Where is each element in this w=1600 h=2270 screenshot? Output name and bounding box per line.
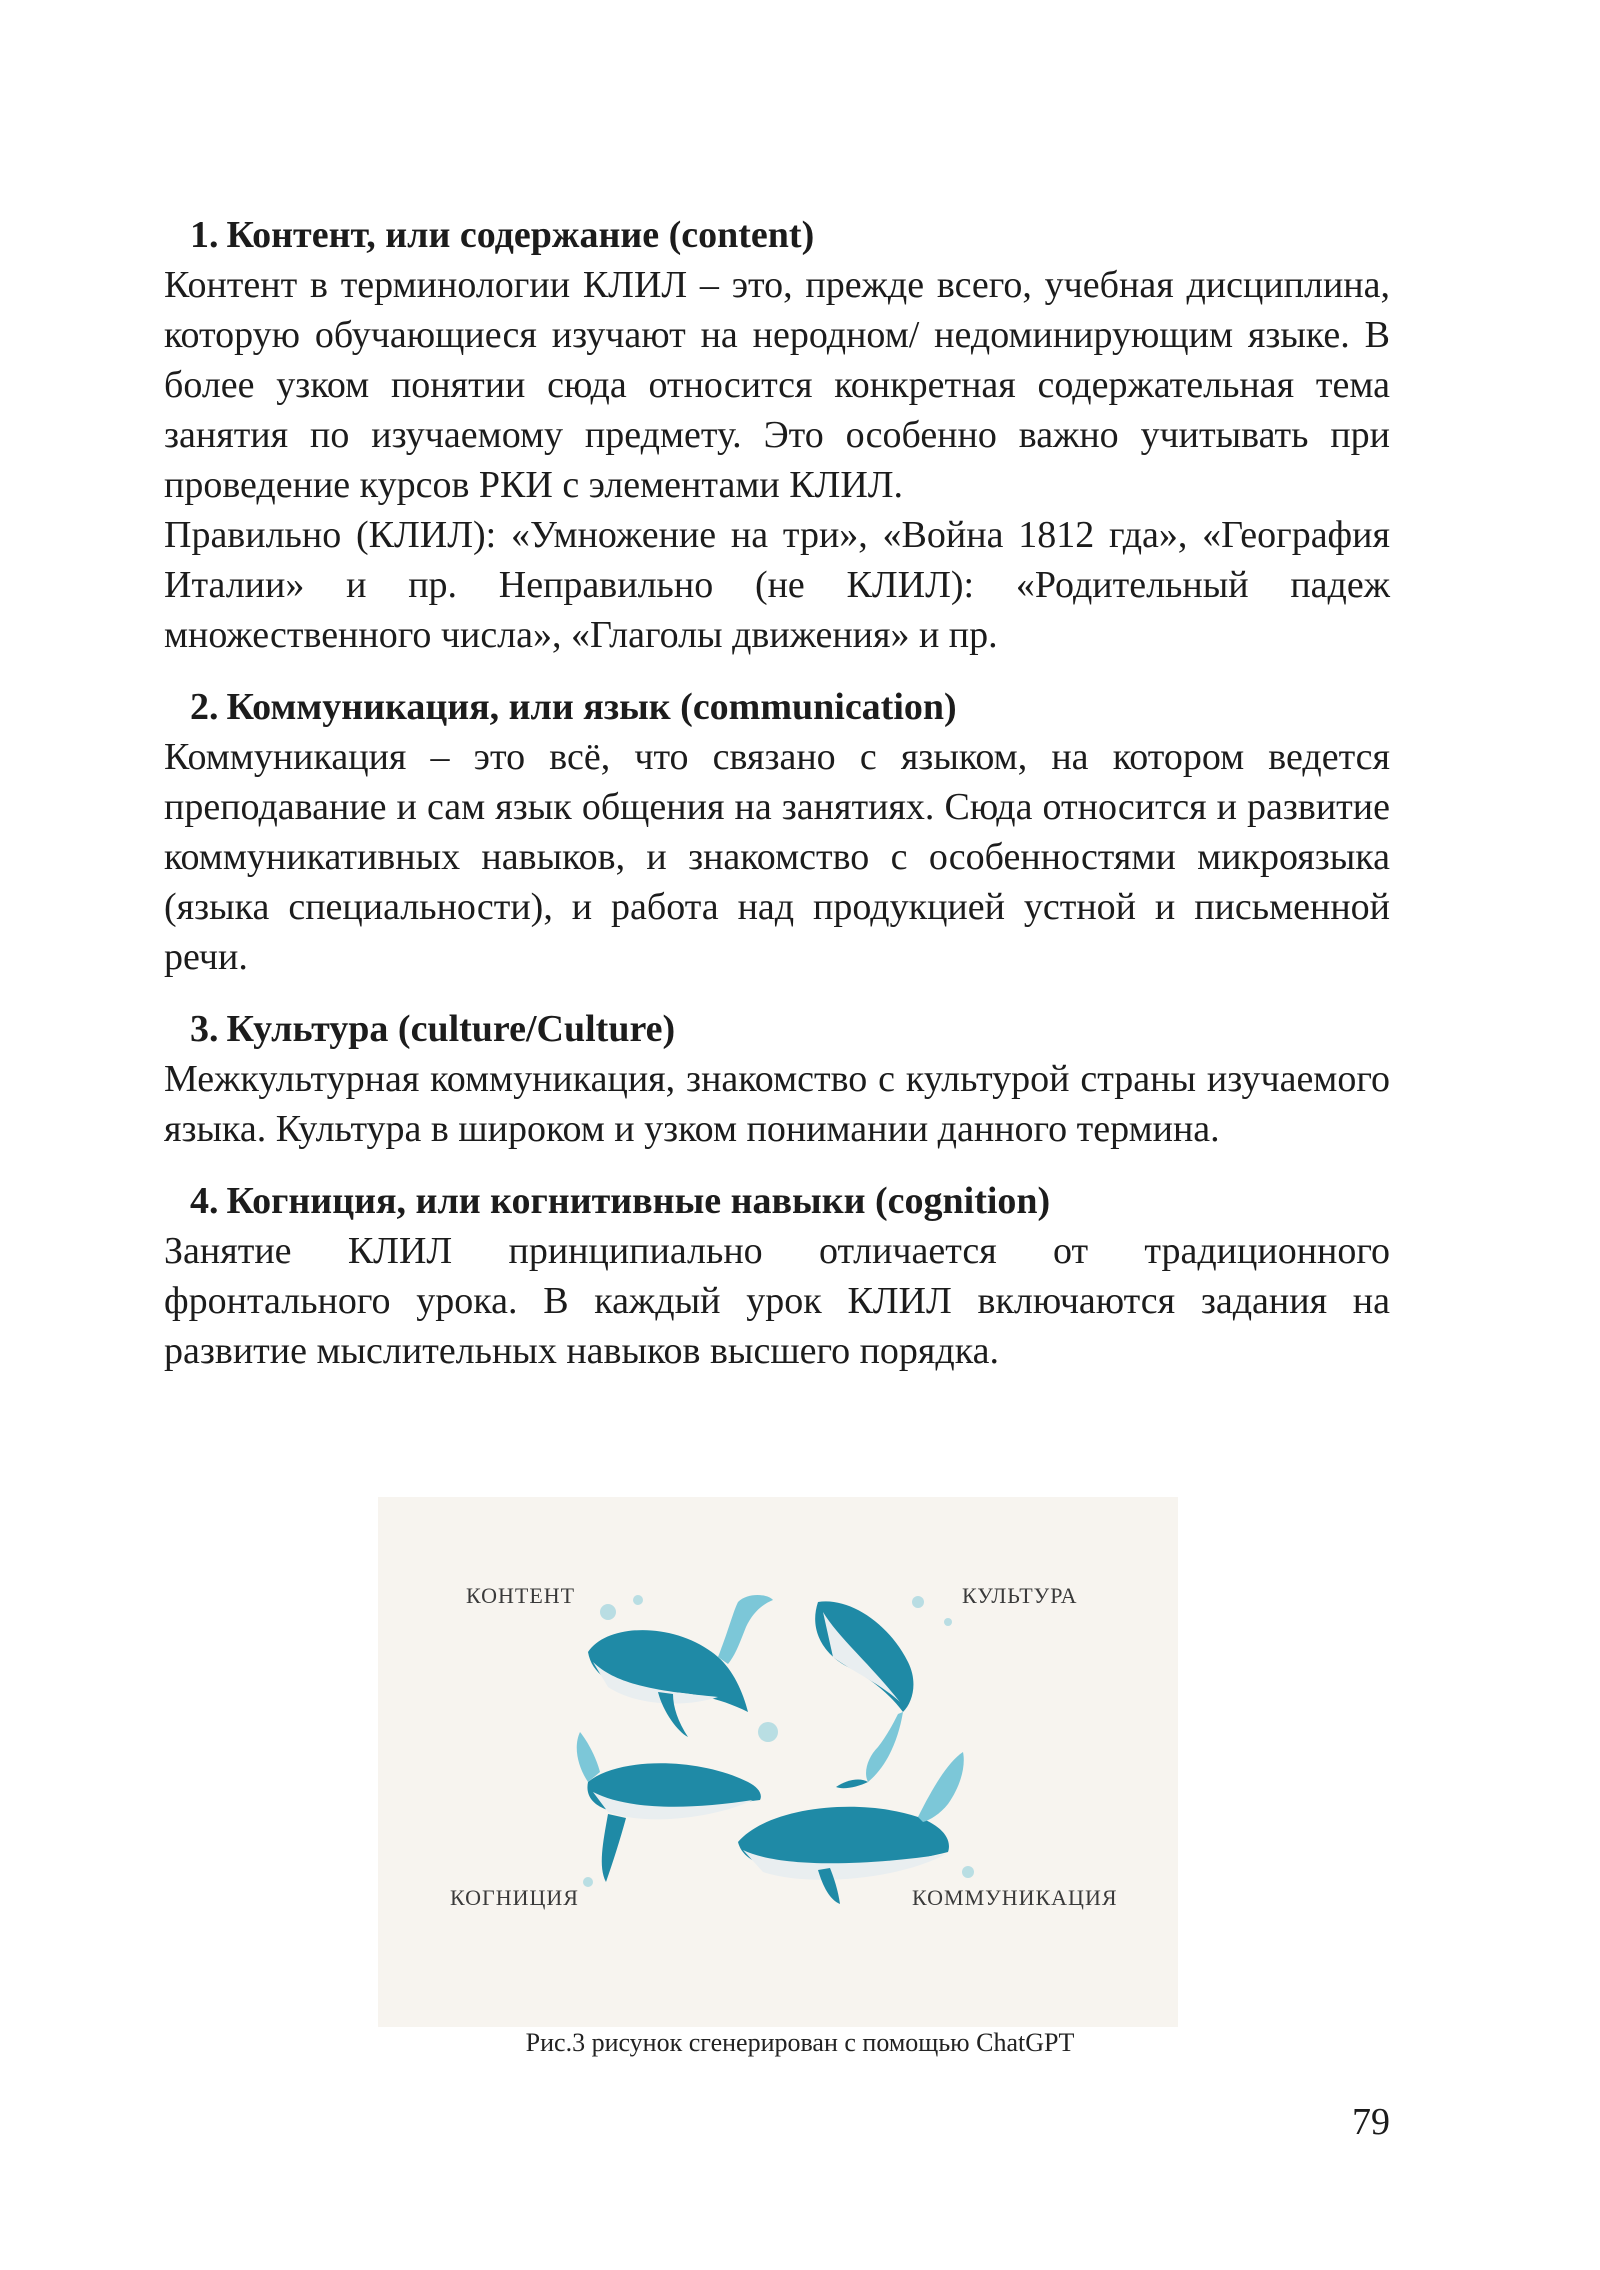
- section-heading: 3. Культура (culture/Culture): [190, 1008, 676, 1050]
- label-communication: КОММУНИКАЦИЯ: [912, 1885, 1118, 1910]
- paragraph: Занятие КЛИЛ принципиально отличается от традиционного фронтального урока. В каждый урок КЛИЛ включаются задания на развитие мыслительных навыков высшего порядка.: [164, 1230, 1390, 1372]
- section-culture: [164, 1004, 1390, 1154]
- whales-illustration: [568, 1582, 988, 1912]
- section-heading: 1. Контент, или содержание (content): [190, 214, 815, 256]
- whales-figure: [378, 1497, 1178, 2027]
- label-culture: КУЛЬТУРА: [962, 1583, 1078, 1608]
- whale-bottom-right: [738, 1752, 964, 1904]
- figure-caption: Рис.3 рисунок сгенерирован с помощью ChatGPT: [525, 2028, 1075, 2057]
- paragraph: Контент в терминологии КЛИЛ – это, прежде всего, учебная дисциплина, которую обучающиеся изучают на неродном/ недоминирующим языке. В более узком понятии сюда относится конкретная содержательная тема занятия по изучаемому предмету. Это особенно важно учитывать при проведение курсов РКИ с элементами КЛИЛ.: [164, 264, 1390, 506]
- paragraph: Межкультурная коммуникация, знакомство с культурой страны изучаемого языка. Культура в широком и узком понимании данного термина.: [164, 1058, 1390, 1150]
- section-content: [164, 210, 1390, 660]
- label-content: КОНТЕНТ: [466, 1583, 576, 1608]
- paragraph: Правильно (КЛИЛ): «Умножение на три», «Война 1812 гда», «География Италии» и пр. Неправильно (не КЛИЛ): «Родительный падеж множественного числа», «Глаголы движения» и пр.: [164, 514, 1390, 656]
- page-number: 79: [1352, 2101, 1390, 2143]
- whale-bottom-left: [577, 1732, 761, 1882]
- label-cognition: КОГНИЦИЯ: [450, 1885, 579, 1910]
- section-heading: 2. Коммуникация, или язык (communication): [190, 686, 957, 728]
- whale-top-right: [815, 1601, 913, 1788]
- paragraph: Коммуникация – это всё, что связано с языком, на котором ведется преподавание и сам язык общения на занятиях. Сюда относится и развитие коммуникативных навыков, и знакомство с особенностями микроязыка (языка специальности), и работа над продукцией устной и письменной речи.: [164, 736, 1390, 978]
- section-communication: [164, 682, 1390, 982]
- whale-top-left: [588, 1595, 773, 1737]
- text-body: [164, 210, 1390, 1376]
- section-cognition: [164, 1176, 1390, 1376]
- section-heading: 4. Когниция, или когнитивные навыки (cognition): [190, 1180, 1051, 1222]
